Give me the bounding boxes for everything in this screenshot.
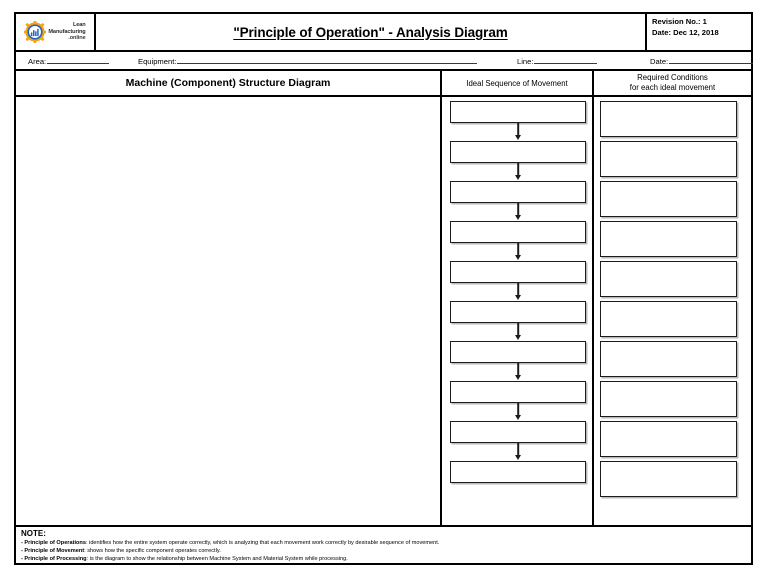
note-item-term: - Principle of Processing [21,556,87,563]
ideal-sequence-column [442,97,594,525]
required-conditions-column [594,97,751,525]
note-item [21,539,747,547]
sequence-step-box[interactable] [450,221,586,243]
page-title: "Principle of Operation" - Analysis Diagram [233,24,508,40]
note-title: NOTE: [21,529,46,538]
column-headers [14,69,753,95]
sequence-arrow-down-icon [450,123,586,141]
field-line[interactable] [517,55,597,66]
field-line-label: Line: [517,57,534,66]
sequence-arrow-down-icon [450,283,586,301]
note-item-term: - Principle of Operations [21,540,86,546]
revision-date: Date: Dec 12, 2018 [652,27,719,37]
sequence-step-box[interactable] [450,181,586,203]
field-line-input[interactable] [534,55,597,64]
sequence-arrow-down-icon [450,363,586,381]
sequence-step-box[interactable] [450,261,586,283]
logo-wordmark [48,22,85,42]
field-date-label: Date: [650,57,669,66]
sequence-step-box[interactable] [450,141,586,163]
note-item-text: : is the diagram to show the relationship between Machine System and Material System while processing. [86,556,348,563]
form-header [14,12,753,50]
column-header-ideal-sequence: Ideal Sequence of Movement [442,71,594,95]
condition-box[interactable] [600,101,737,137]
note-item-text: : shows how the specific component operates correctly. [84,548,221,555]
note-section [14,527,753,565]
field-equipment-input[interactable] [177,55,477,64]
field-equipment[interactable] [138,55,477,66]
info-fields-row [14,50,753,69]
sequence-step-box[interactable] [450,101,586,123]
column-header-required-conditions [594,71,751,95]
sequence-arrow-down-icon [450,203,586,221]
sequence-step-box[interactable] [450,461,586,483]
field-equipment-label: Equipment: [138,57,177,66]
sequence-step-box[interactable] [450,421,586,443]
condition-box[interactable] [600,421,737,457]
sequence-arrow-down-icon [450,403,586,421]
sequence-step-box[interactable] [450,381,586,403]
revision-block [647,14,751,50]
condition-box[interactable] [600,261,737,297]
document-title-cell [96,14,647,50]
field-date-input[interactable] [669,55,753,64]
sequence-arrow-down-icon [450,323,586,341]
gear-chart-icon [24,21,46,43]
condition-box[interactable] [600,221,737,257]
logo-line-3: .online [68,35,86,42]
logo-cell [16,14,96,50]
field-area-input[interactable] [47,55,109,64]
field-area[interactable] [28,55,109,66]
condition-box[interactable] [600,181,737,217]
condition-box[interactable] [600,461,737,497]
note-item [21,555,747,563]
logo-line-1: Lean [72,22,86,29]
structure-diagram-canvas[interactable] [16,97,442,525]
form-sheet [14,12,753,565]
condition-box[interactable] [600,341,737,377]
condition-box[interactable] [600,301,737,337]
column-header-structure-diagram: Machine (Component) Structure Diagram [16,71,442,95]
note-item-text: : identifies how the entire system operate correctly, which is analyzing that each movement work correctly by desirable sequence of movement. [85,540,440,546]
condition-box[interactable] [600,381,737,417]
field-area-label: Area: [28,57,47,66]
required-conditions-line-2: for each ideal movement [629,83,716,92]
sequence-arrow-down-icon [450,163,586,181]
field-date[interactable] [650,55,753,66]
note-item-term: - Principle of Movement [21,548,85,555]
sequence-arrow-down-icon [450,243,586,261]
required-conditions-line-1: Required Conditions [637,73,708,82]
logo-line-2: Manufacturing [48,28,86,35]
form-body [14,95,753,527]
condition-box[interactable] [600,141,737,177]
note-list [21,539,747,564]
sequence-arrow-down-icon [450,443,586,461]
note-item [21,547,747,555]
sequence-step-box[interactable] [450,341,586,363]
brand-logo [24,21,85,43]
sequence-step-box[interactable] [450,301,586,323]
revision-number: Revision No.: 1 [652,17,707,26]
